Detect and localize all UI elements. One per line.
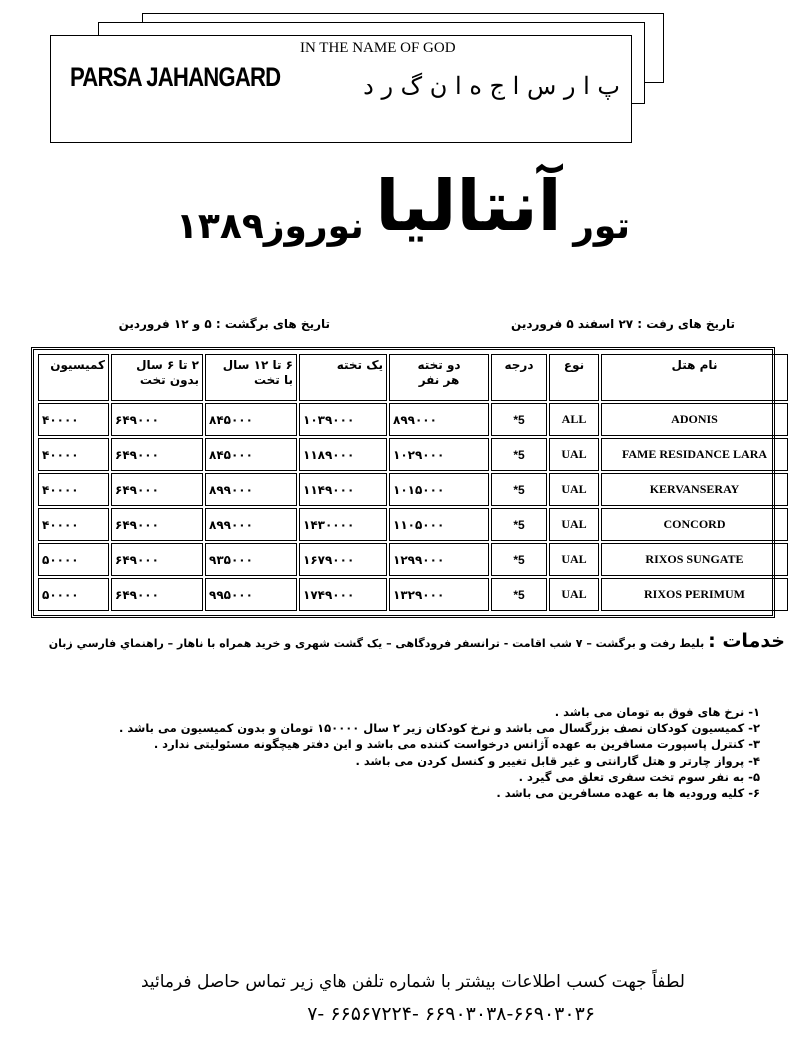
cell-child-2-6: ۶۴۹۰۰۰ bbox=[111, 543, 203, 576]
header-double: دو تخته هر نفر bbox=[389, 354, 489, 401]
cell-child-2-6: ۶۴۹۰۰۰ bbox=[111, 508, 203, 541]
note-item: ۴- پرواز چارتر و هتل گارانتی و غیر قابل تغییر و کنسل کردن می باشد . bbox=[355, 753, 760, 768]
cell-single: ۱۷۴۹۰۰۰ bbox=[299, 578, 387, 611]
cell-child-6-12: ۸۴۵۰۰۰ bbox=[205, 403, 297, 436]
cell-child-6-12: ۹۹۵۰۰۰ bbox=[205, 578, 297, 611]
cell-type: UAL bbox=[549, 543, 599, 576]
cell-grade: 5* bbox=[491, 543, 547, 576]
cell-grade: 5* bbox=[491, 508, 547, 541]
page-title bbox=[175, 165, 630, 247]
header-commission: کمیسیون bbox=[38, 354, 109, 401]
phone-numbers: ۶۶۹۰۳۰۳۸-۶۶۹۰۳۰۳۶ -۶۶۵۶۷۲۲۴ -۷ bbox=[307, 1003, 595, 1025]
cell-type: UAL bbox=[549, 473, 599, 506]
cell-hotel: RIXOS SUNGATE bbox=[601, 543, 788, 576]
header-child-2-6: ۲ تا ۶ سال بدون تخت bbox=[111, 354, 203, 401]
table-header-row bbox=[38, 354, 788, 401]
cell-child-6-12: ۸۴۵۰۰۰ bbox=[205, 438, 297, 471]
table-row bbox=[38, 473, 788, 506]
cell-grade: 5* bbox=[491, 578, 547, 611]
cell-hotel: CONCORD bbox=[601, 508, 788, 541]
header-hotel: نام هتل bbox=[601, 354, 788, 401]
cell-hotel: ADONIS bbox=[601, 403, 788, 436]
cell-child-2-6: ۶۴۹۰۰۰ bbox=[111, 438, 203, 471]
services-line bbox=[48, 630, 785, 652]
return-dates: تاریخ های برگشت : ۵ و ۱۲ فروردین bbox=[118, 317, 330, 331]
cell-commission: ۴۰۰۰۰ bbox=[38, 473, 109, 506]
cell-type: UAL bbox=[549, 578, 599, 611]
cell-child-6-12: ۸۹۹۰۰۰ bbox=[205, 473, 297, 506]
note-item: ۶- کلیه ورودیه ها به عهده مسافرین می باشد . bbox=[496, 786, 760, 801]
cell-single: ۱۱۴۹۰۰۰ bbox=[299, 473, 387, 506]
cell-double: ۱۰۲۹۰۰۰ bbox=[389, 438, 489, 471]
title-occasion: نوروز۱۳۸۹ bbox=[175, 206, 364, 247]
note-item: ۵- به نفر سوم تخت سفری تعلق می گیرد . bbox=[518, 769, 760, 784]
cell-grade: 5* bbox=[491, 403, 547, 436]
services-label: خدمات : bbox=[708, 630, 785, 652]
table-row bbox=[38, 508, 788, 541]
table-row bbox=[38, 438, 788, 471]
cell-single: ۱۴۳۰۰۰۰ bbox=[299, 508, 387, 541]
note-item: ۲- کمیسیون کودکان نصف بزرگسال می باشد و نرخ کودکان زیر ۲ سال ۱۵۰۰۰۰ تومان و بدون کمیسیون می باشد . bbox=[119, 721, 760, 736]
cell-commission: ۵۰۰۰۰ bbox=[38, 578, 109, 611]
note-item: ۱- نرخ های فوق به تومان می باشد . bbox=[554, 705, 760, 719]
cell-grade: 5* bbox=[491, 473, 547, 506]
cell-double: ۱۱۰۵۰۰۰ bbox=[389, 508, 489, 541]
cell-single: ۱۱۸۹۰۰۰ bbox=[299, 438, 387, 471]
cell-hotel: FAME RESIDANCE LARA bbox=[601, 438, 788, 471]
cell-commission: ۵۰۰۰۰ bbox=[38, 543, 109, 576]
table-row bbox=[38, 578, 788, 611]
cell-hotel: KERVANSERAY bbox=[601, 473, 788, 506]
cell-single: ۱۰۳۹۰۰۰ bbox=[299, 403, 387, 436]
cell-double: ۱۰۱۵۰۰۰ bbox=[389, 473, 489, 506]
cell-commission: ۴۰۰۰۰ bbox=[38, 508, 109, 541]
cell-child-6-12: ۹۳۵۰۰۰ bbox=[205, 543, 297, 576]
cell-hotel: RIXOS PERIMUM bbox=[601, 578, 788, 611]
cell-single: ۱۶۷۹۰۰۰ bbox=[299, 543, 387, 576]
table-row bbox=[38, 543, 788, 576]
cell-commission: ۴۰۰۰۰ bbox=[38, 403, 109, 436]
cell-grade: 5* bbox=[491, 438, 547, 471]
title-destination: آنتالیا bbox=[375, 165, 562, 247]
departure-dates: تاریخ های رفت : ۲۷ اسفند ۵ فروردین bbox=[511, 317, 735, 331]
header-type: نوع bbox=[549, 354, 599, 401]
services-text: بلیط رفت و برگشت – ۷ شب اقامت - ترانسفر فرودگاهی – یک گشت شهری و خرید همراه با ناهار – راهنماي فارسي زبان bbox=[48, 637, 705, 650]
cell-commission: ۴۰۰۰۰ bbox=[38, 438, 109, 471]
brand-name-en: PARSA JAHANGARD bbox=[70, 62, 281, 92]
cell-double: ۸۹۹۰۰۰ bbox=[389, 403, 489, 436]
cell-child-6-12: ۸۹۹۰۰۰ bbox=[205, 508, 297, 541]
table-row bbox=[38, 403, 788, 436]
contact-text: لطفاً جهت کسب اطلاعات بیشتر با شماره تلفن هاي زیر تماس حاصل فرمائید bbox=[140, 972, 685, 992]
cell-child-2-6: ۶۴۹۰۰۰ bbox=[111, 473, 203, 506]
cell-child-2-6: ۶۴۹۰۰۰ bbox=[111, 578, 203, 611]
cell-double: ۱۲۹۹۰۰۰ bbox=[389, 543, 489, 576]
notes-list bbox=[110, 704, 760, 801]
in-the-name-of-god: IN THE NAME OF GOD bbox=[300, 40, 456, 56]
title-tour: تور bbox=[573, 206, 630, 247]
price-table-frame bbox=[31, 347, 775, 618]
header-single: یک تخته bbox=[299, 354, 387, 401]
note-item: ۳- کنترل پاسپورت مسافرین به عهده آژانس درخواست کننده می باشد و این دفتر هیچگونه مسئولیتی ندارد . bbox=[153, 737, 760, 752]
cell-type: UAL bbox=[549, 508, 599, 541]
header-child-6-12: ۶ تا ۱۲ سال با تخت bbox=[205, 354, 297, 401]
brand-name-fa: پ ا ر س ا ج ه ا ن گ ر د bbox=[363, 72, 620, 100]
cell-double: ۱۳۲۹۰۰۰ bbox=[389, 578, 489, 611]
cell-type: ALL bbox=[549, 403, 599, 436]
price-table bbox=[36, 352, 790, 613]
header-grade: درجه bbox=[491, 354, 547, 401]
cell-type: UAL bbox=[549, 438, 599, 471]
cell-child-2-6: ۶۴۹۰۰۰ bbox=[111, 403, 203, 436]
